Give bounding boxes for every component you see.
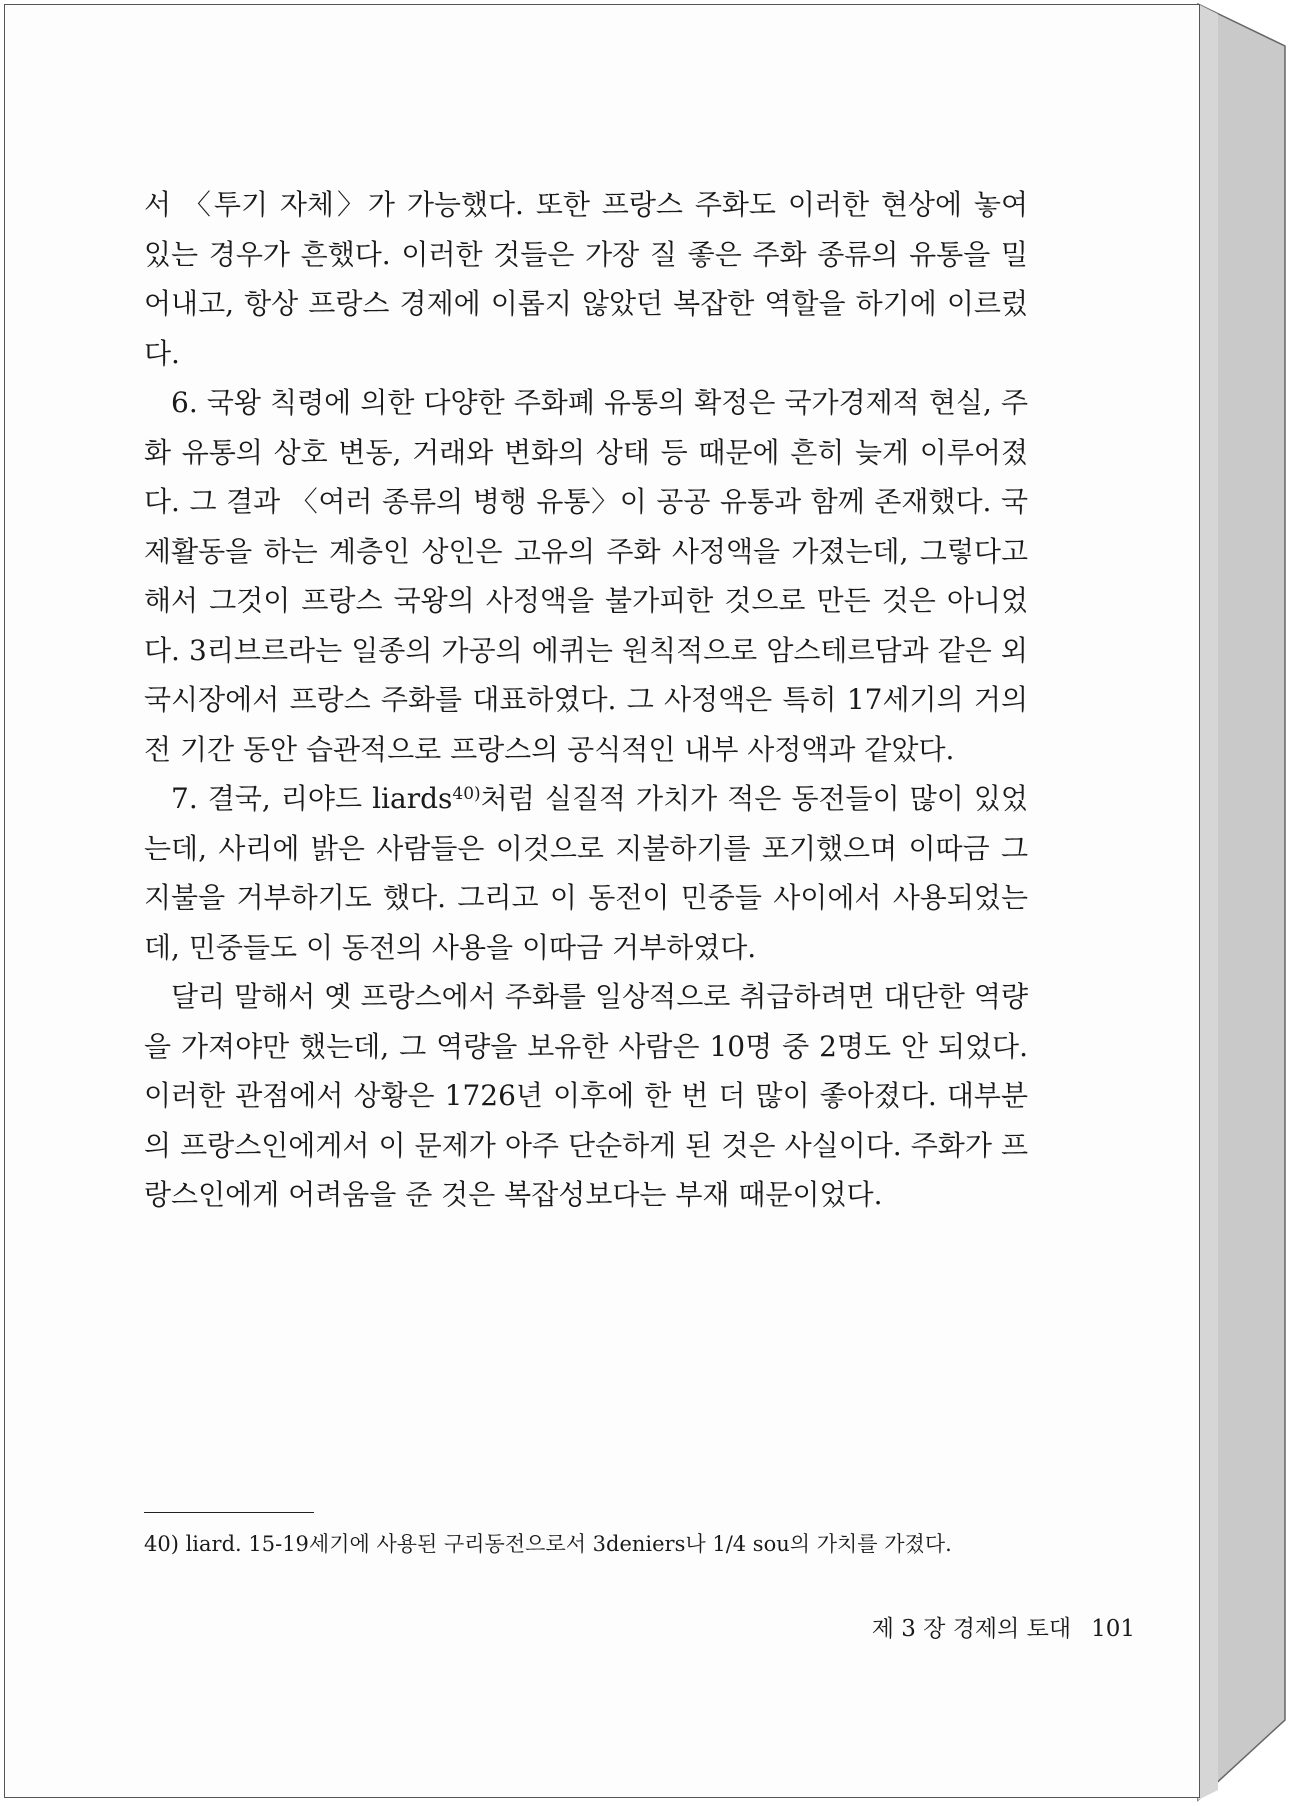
paragraph-6: 6. 국왕 칙령에 의한 다양한 주화폐 유통의 확정은 국가경제적 현실, 주화 유통의 상호 변동, 거래와 변화의 상태 등 때문에 흔히 늦게 이루어졌다. 그 결과 〈여러 종류의 병행 유통〉이 공공 유통과 함께 존재했다. 국제활동을 하는 계층인 상인은 고유의 주화 사정액을 가졌는데, 그렇다고 해서 그것이 프랑스 국왕의 사정액을 불가피한 것으로 만든 것은 아니었다. 3리브르라는 일종의 가공의 에퀴는 원칙적으로 암스테르담과 같은 외국시장에서 프랑스 주화를 대표하였다. 그 사정액은 특히 17세기의 거의 전 기간 동안 습관적으로 프랑스의 공식적인 내부 사정액과 같았다. xyxy=(144,386,1028,766)
footnote-reference: 40) xyxy=(452,784,481,804)
paragraph-7 xyxy=(144,774,1028,972)
page-number: 101 xyxy=(1091,1616,1135,1642)
running-footer xyxy=(872,1613,1135,1645)
footnote-divider xyxy=(144,1512,314,1513)
chapter-title: 제 3 장 경제의 토대 xyxy=(871,1616,1072,1642)
paragraph-1: 서 〈투기 자체〉가 가능했다. 또한 프랑스 주화도 이러한 현상에 놓여 있는 경우가 흔했다. 이러한 것들은 가장 질 좋은 주화 종류의 유통을 밀어내고, 항상 프랑스 경제에 이롭지 않았던 복잡한 역할을 하기에 이르렀다. xyxy=(144,188,1028,370)
paragraph-7-lead: 7. 결국, 리야드 liards xyxy=(171,782,453,815)
paragraph-7-rest: 처럼 실질적 가치가 적은 동전들이 많이 있었는데, 사리에 밝은 사람들은 이것으로 지불하기를 포기했으며 이따금 그 지불을 거부하기도 했다. 그리고 이 동전이 민중들 사이에서 사용되었는데, 민중들도 이 동전의 사용을 이따금 거부하였다. xyxy=(144,782,1028,964)
footnote-40: 40) liard. 15-19세기에 사용된 구리동전으로서 3deniers나 1/4 sou의 가치를 가졌다. xyxy=(144,1532,952,1556)
paragraph-final: 달리 말해서 옛 프랑스에서 주화를 일상적으로 취급하려면 대단한 역량을 가져야만 했는데, 그 역량을 보유한 사람은 10명 중 2명도 안 되었다. 이러한 관점에서 상황은 1726년 이후에 한 번 더 많이 좋아졌다. 대부분의 프랑스인에게서 이 문제가 아주 단순하게 된 것은 사실이다. 주화가 프랑스인에게 어려움을 준 것은 복잡성보다는 부재 때문이었다. xyxy=(144,980,1028,1211)
body-text xyxy=(144,180,1028,1220)
